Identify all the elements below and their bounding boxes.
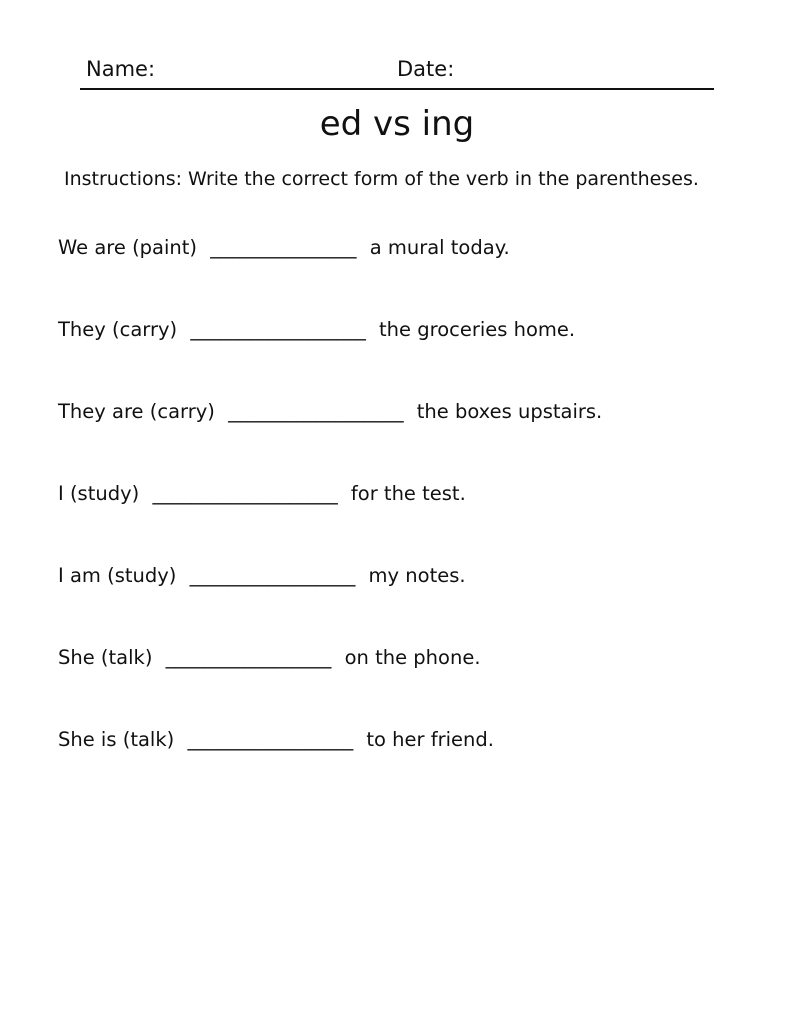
worksheet-title: ed vs ing [319, 104, 475, 144]
date-label: Date: [397, 57, 455, 81]
exercise-prompt: She (talk) [58, 646, 153, 669]
exercise-prompt: We are (paint) [58, 236, 198, 259]
exercise-prompt: She is (talk) [58, 728, 175, 751]
exercise-prompt: They (carry) [58, 318, 178, 341]
exercise-prompt: They are (carry) [58, 400, 215, 423]
answer-blank: _________________ [189, 564, 356, 587]
name-date-header [80, 54, 714, 90]
exercise-ending: the boxes upstairs. [416, 400, 603, 423]
answer-blank: _______________ [210, 236, 357, 259]
exercise-ending: for the test. [350, 482, 466, 505]
exercise-item [58, 232, 758, 314]
answer-blank: __________________ [190, 318, 366, 341]
exercise-item [58, 314, 758, 396]
exercise-ending: my notes. [368, 564, 466, 587]
exercise-ending: on the phone. [344, 646, 481, 669]
answer-blank: _________________ [187, 728, 354, 751]
exercise-item [58, 478, 758, 560]
answer-blank: _________________ [165, 646, 332, 669]
exercise-item [58, 396, 758, 478]
instructions-text: Instructions: Write the correct form of the verb in the parentheses. [64, 168, 699, 190]
exercise-item [58, 724, 758, 806]
answer-blank: ___________________ [152, 482, 338, 505]
exercise-item [58, 560, 758, 642]
exercise-ending: a mural today. [369, 236, 510, 259]
exercise-list [58, 232, 758, 806]
exercise-prompt: I (study) [58, 482, 140, 505]
exercise-ending: the groceries home. [379, 318, 576, 341]
name-label: Name: [86, 57, 156, 81]
answer-blank: __________________ [228, 400, 404, 423]
exercise-prompt: I am (study) [58, 564, 177, 587]
exercise-ending: to her friend. [366, 728, 494, 751]
exercise-item [58, 642, 758, 724]
